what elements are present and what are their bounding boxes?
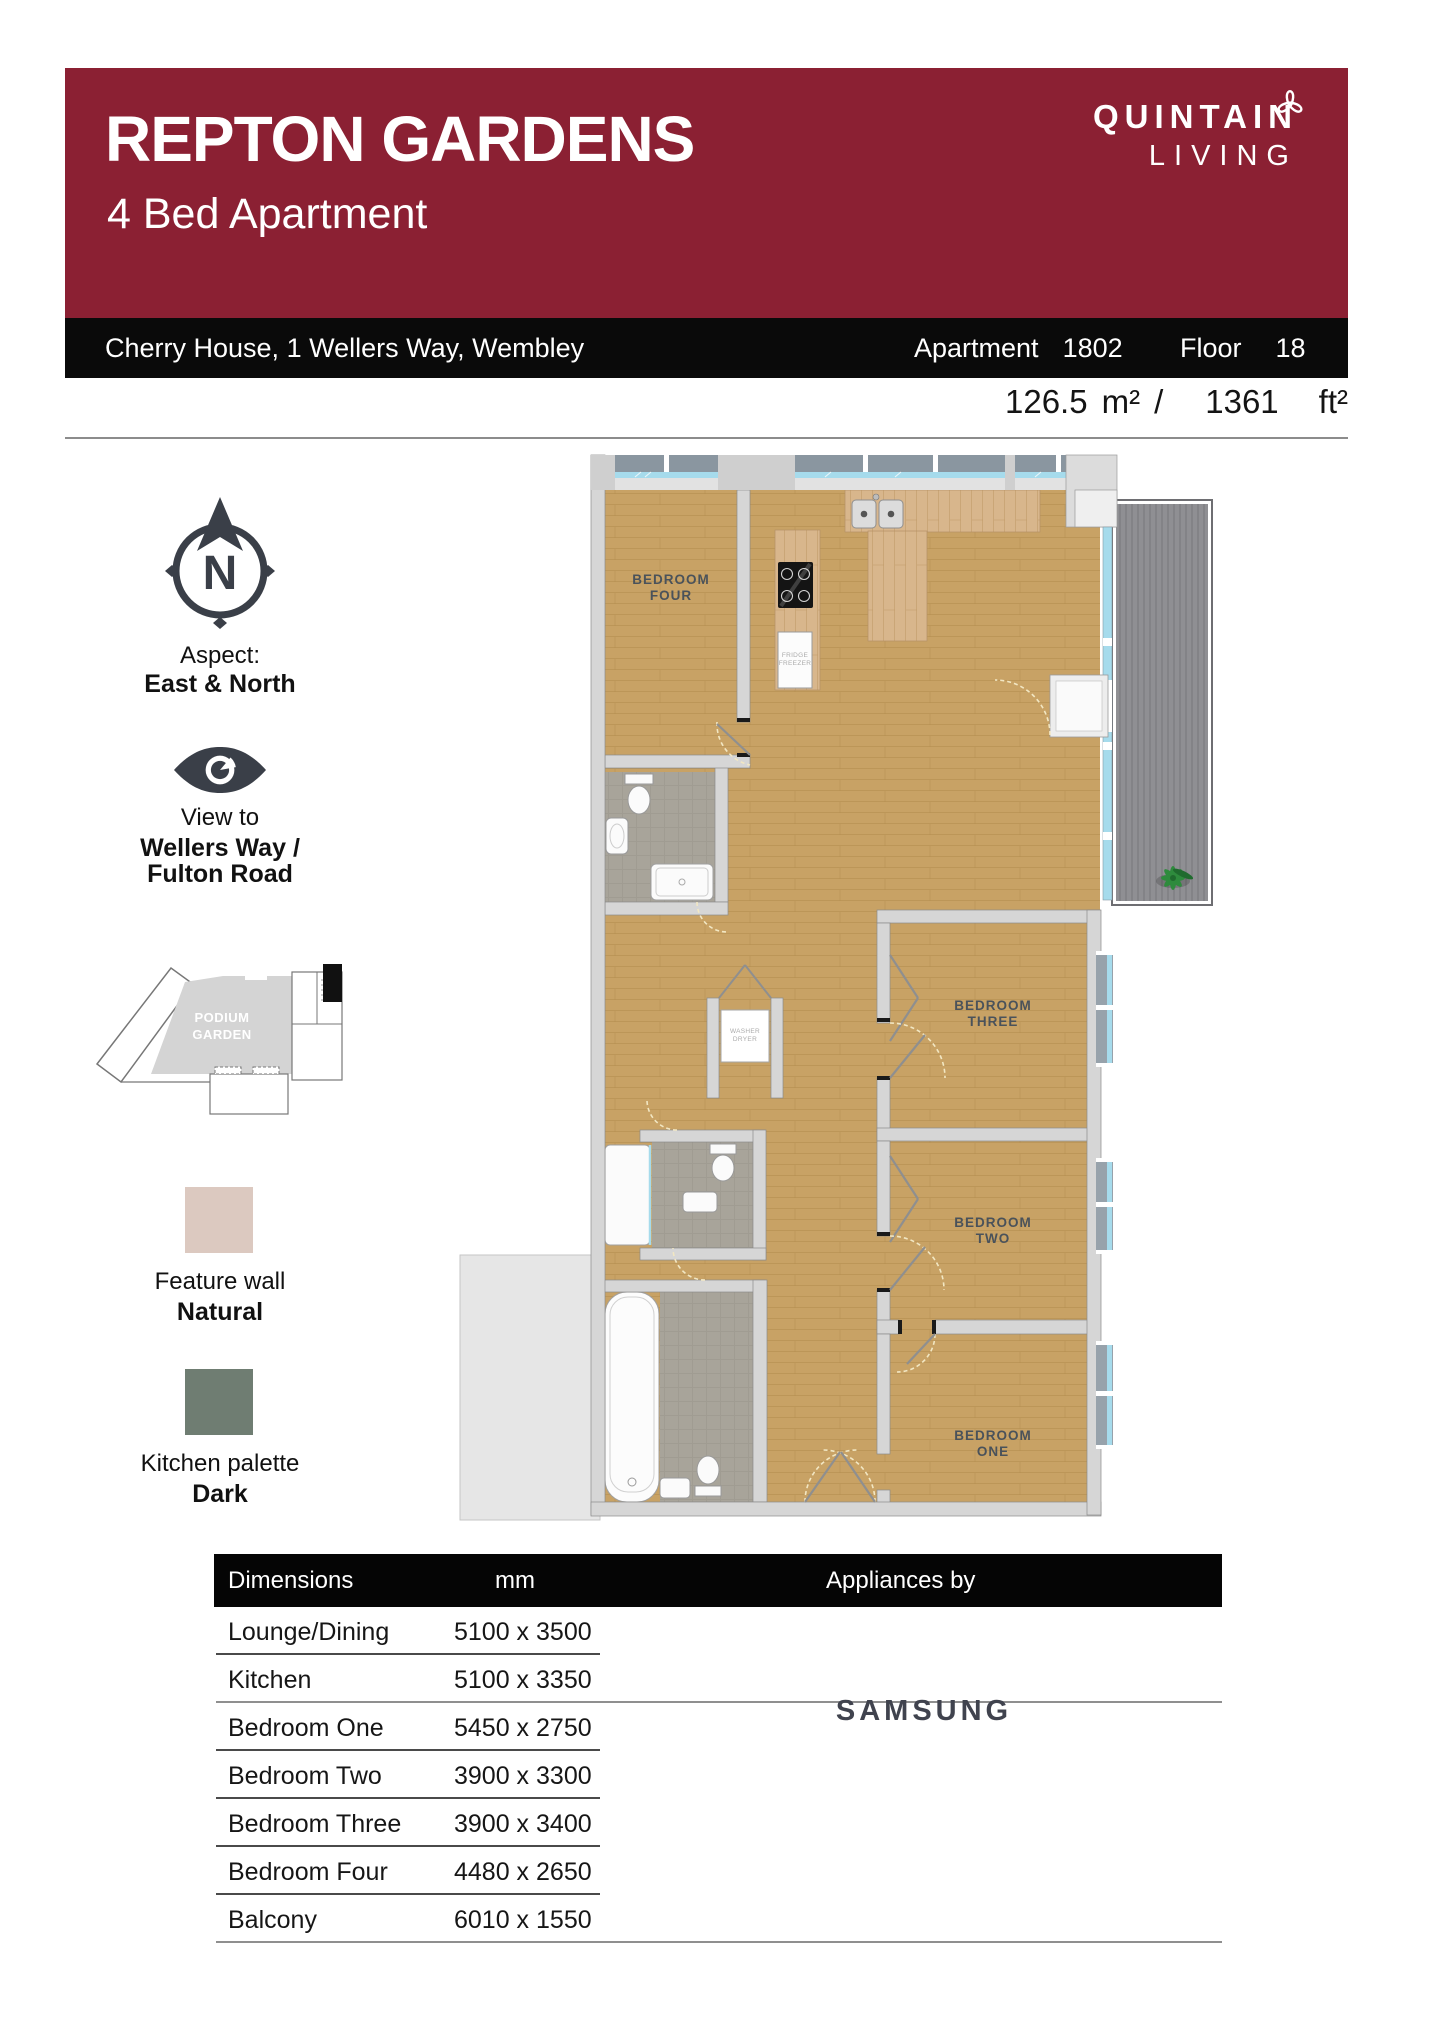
- area-metric-unit: m²: [1101, 383, 1141, 420]
- room-label-bedroom-one: BEDROOM: [954, 1428, 1032, 1443]
- room-label-bedroom-three: BEDROOM: [954, 998, 1032, 1013]
- dimensions-table: [214, 1554, 1222, 1943]
- svg-text:FOUR: FOUR: [649, 588, 693, 603]
- aspect-label: Aspect:: [179, 642, 261, 669]
- brand-name: QUINTAIN: [1092, 98, 1298, 135]
- apartment-number: 1802: [1062, 332, 1123, 363]
- hob-icon: [778, 562, 813, 608]
- apartment-location-marker: [323, 964, 342, 1002]
- floor-plan: [455, 450, 1215, 1540]
- top-windows: [615, 455, 1102, 490]
- area-imperial-unit: ft²: [1318, 383, 1348, 420]
- feature-wall-value: Natural: [176, 1298, 264, 1326]
- room-label-bedroom-two: BEDROOM: [954, 1215, 1032, 1230]
- area-separator: /: [1154, 383, 1164, 420]
- floor-label: Floor: [1180, 332, 1242, 363]
- garden-label-line2: GARDEN: [192, 1027, 252, 1042]
- fridge-freezer: [778, 632, 812, 688]
- apartment-label: Apartment: [914, 332, 1039, 363]
- side-windows: [1096, 951, 1113, 1449]
- kitchen-palette-label: Kitchen palette: [140, 1450, 300, 1477]
- feature-wall-label: Feature wall: [154, 1268, 286, 1295]
- eye-icon: [172, 747, 268, 793]
- svg-text:ONE: ONE: [976, 1444, 1010, 1459]
- table-row: Kitchen 5100 x 3350: [214, 1655, 1222, 1703]
- kitchen-palette-swatch: [185, 1369, 253, 1435]
- brand-logo: [1093, 98, 1298, 173]
- svg-text:THREE: THREE: [967, 1014, 1019, 1029]
- table-row: Balcony 6010 x 1550: [214, 1895, 1222, 1943]
- trefoil-icon: [1268, 80, 1312, 124]
- balcony: [1112, 500, 1212, 905]
- horizontal-rule: [65, 437, 1348, 439]
- aspect-value: East & North: [144, 670, 296, 698]
- area-imperial-value: 1361: [1205, 383, 1279, 420]
- area-figures: [1005, 383, 1348, 421]
- garden-label-line1: PODIUM: [194, 1010, 250, 1025]
- view-value-line1: Wellers Way /: [140, 834, 300, 862]
- svg-text:TWO: TWO: [975, 1231, 1011, 1246]
- table-row: Bedroom Three 3900 x 3400: [214, 1799, 1222, 1847]
- table-row: Lounge/Dining 5100 x 3500: [214, 1607, 1222, 1655]
- kitchen-palette-value: Dark: [192, 1480, 248, 1508]
- room-label-bedroom-four: BEDROOM: [632, 572, 710, 587]
- table-row: Bedroom Four 4480 x 2650: [214, 1847, 1222, 1895]
- landing-area: [460, 1255, 600, 1520]
- compass-letter: N: [202, 547, 238, 600]
- svg-text:WASHER: WASHER: [729, 1028, 761, 1035]
- bathroom-middle: [605, 1130, 766, 1260]
- table-row: Bedroom One 5450 x 2750: [214, 1703, 1222, 1751]
- col-header-appliances: Appliances by: [826, 1567, 976, 1594]
- site-plan: [95, 962, 345, 1120]
- svg-text:DRYER: DRYER: [732, 1036, 758, 1043]
- compass-icon: [160, 497, 280, 629]
- brand-sub: LIVING: [1148, 140, 1298, 172]
- area-metric-value: 126.5: [1005, 383, 1088, 420]
- view-label: View to: [180, 804, 260, 831]
- header-banner: [65, 68, 1348, 318]
- samsung-logo: SAMSUNG: [835, 1695, 1013, 1727]
- floor-number: 18: [1275, 332, 1306, 363]
- page-title: REPTON GARDENS: [105, 103, 695, 175]
- address-text: Cherry House, 1 Wellers Way, Wembley: [105, 332, 585, 363]
- bathroom-top: [605, 760, 728, 915]
- table-header: [214, 1554, 1222, 1607]
- bathroom-bottom: [598, 1280, 767, 1502]
- table-row: Bedroom Two 3900 x 3300: [214, 1751, 1222, 1799]
- address-bar: [65, 318, 1348, 378]
- svg-text:FREEZER: FREEZER: [778, 660, 812, 667]
- page-subtitle: 4 Bed Apartment: [107, 190, 428, 238]
- col-header-mm: mm: [495, 1567, 535, 1594]
- feature-wall-swatch: [185, 1187, 253, 1253]
- col-header-dimensions: Dimensions: [228, 1567, 354, 1594]
- svg-text:FRIDGE: FRIDGE: [781, 652, 809, 659]
- view-value-line2: Fulton Road: [147, 860, 293, 888]
